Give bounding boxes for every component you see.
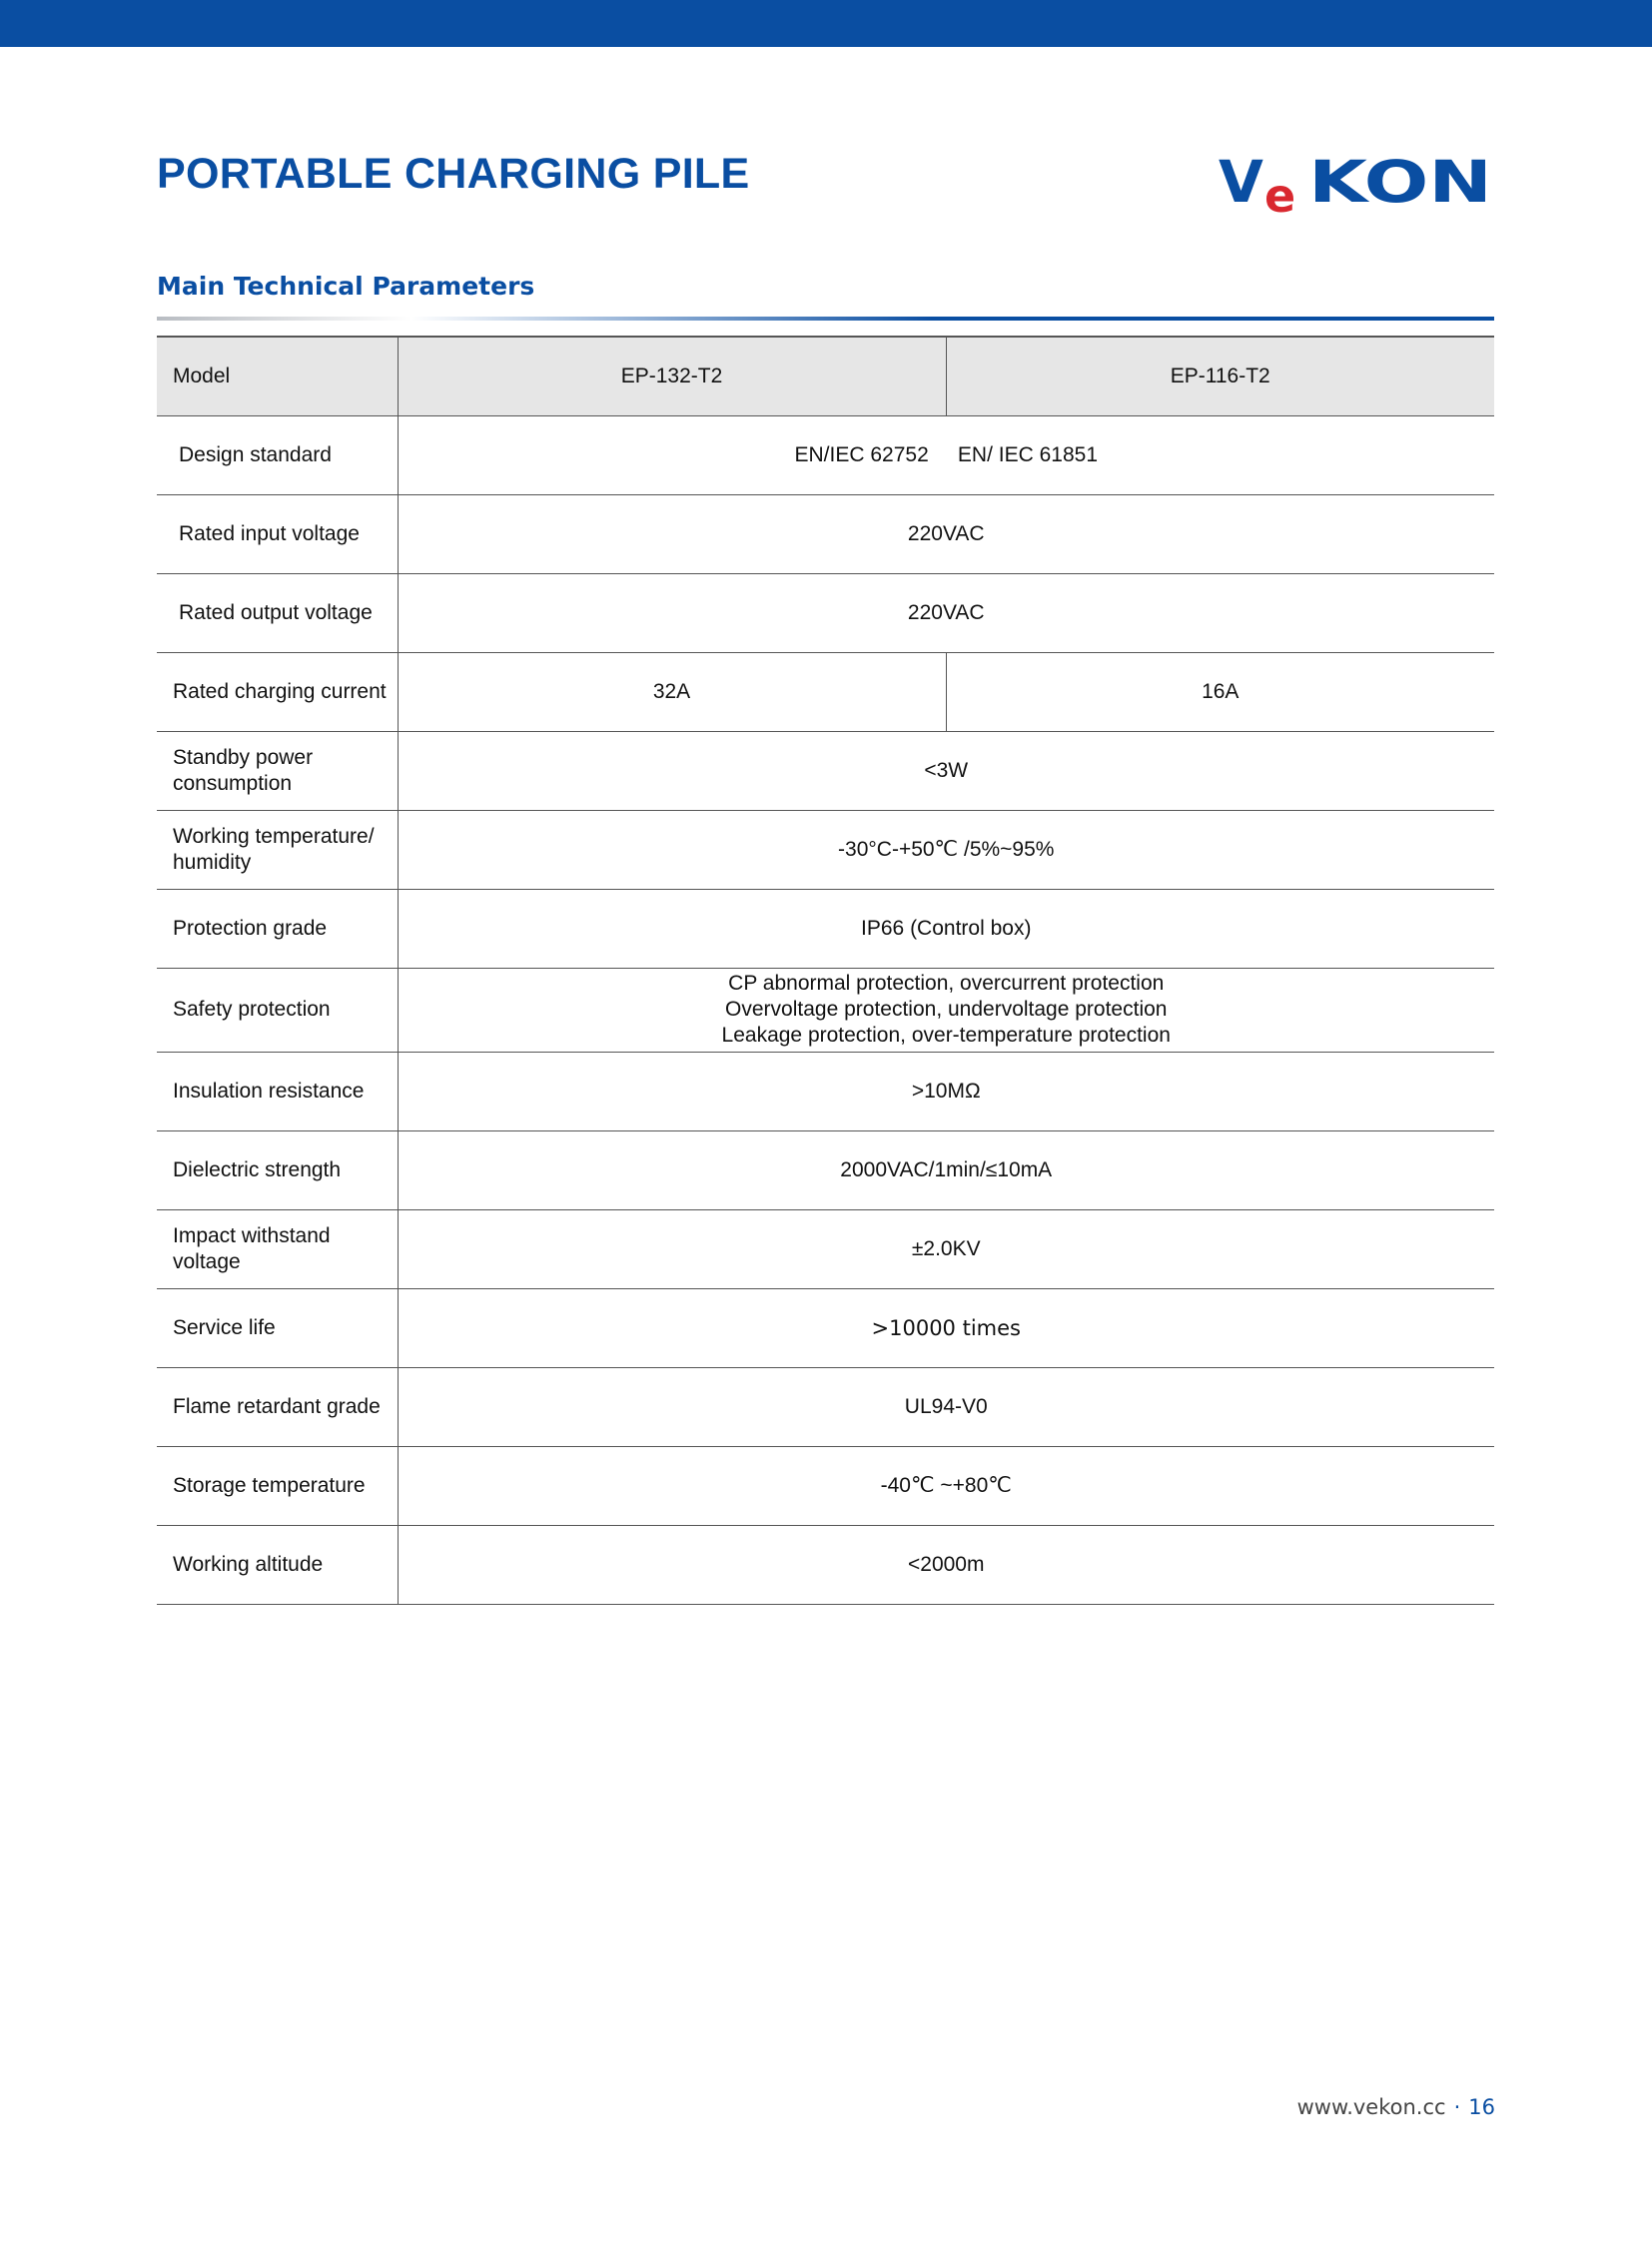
row-value-charging-current-ep-116: 16A [946,652,1494,731]
row-value-impact-withstand-voltage: ±2.0KV [398,1209,1494,1288]
table-row [157,1130,1494,1209]
row-value-rated-output-voltage: 220VAC [398,573,1494,652]
row-value-standby-power: <3W [398,731,1494,810]
table-row [157,494,1494,573]
table-row [157,1052,1494,1130]
table-row [157,1209,1494,1288]
row-label-working-temperature: Working temperature/ humidity [157,810,398,889]
row-label-insulation-resistance: Insulation resistance [157,1052,398,1130]
row-value-charging-current-ep-132: 32A [398,652,946,731]
row-value-flame-retardant-grade: UL94-V0 [398,1367,1494,1446]
row-value-working-temperature: -30°C-+50℃ /5%~95% [398,810,1494,889]
safety-protection-line-3: Leakage protection, over-temperature protection [721,1024,1171,1047]
table-row [157,573,1494,652]
row-value-dielectric-strength: 2000VAC/1min/≤10mA [398,1130,1494,1209]
row-label-design-standard: Design standard [157,415,398,494]
table-row [157,1367,1494,1446]
row-label-standby-power: Standby power consumption [157,731,398,810]
section-divider [157,317,1494,321]
table-row [157,1446,1494,1525]
header-model-ep-132-t2: EP-132-T2 [398,337,946,415]
page-title: PORTABLE CHARGING PILE [157,150,750,198]
row-label-storage-temperature: Storage temperature [157,1446,398,1525]
page-number: 16 [1468,2095,1495,2119]
table-row [157,1525,1494,1604]
row-value-working-altitude: <2000m [398,1525,1494,1604]
safety-protection-line-1: CP abnormal protection, overcurrent protection [728,972,1165,995]
page-footer [1297,2095,1495,2119]
row-label-safety-protection: Safety protection [157,968,398,1052]
row-value-service-life: >10000 times [398,1288,1494,1367]
row-value-storage-temperature: -40℃ ~+80℃ [398,1446,1494,1525]
row-label-rated-output-voltage: Rated output voltage [157,573,398,652]
table-header-row [157,337,1494,415]
logo-letter-e: e [1264,169,1296,220]
logo-letters-kon: KON [1308,150,1492,216]
safety-protection-line-2: Overvoltage protection, undervoltage protection [725,998,1168,1021]
header-model-ep-116-t2: EP-116-T2 [946,337,1494,415]
vekon-logo [1217,150,1496,220]
header-model-label: Model [157,337,398,415]
table-row [157,889,1494,968]
row-value-safety-protection [398,968,1494,1052]
row-label-dielectric-strength: Dielectric strength [157,1130,398,1209]
top-banner [0,0,1652,47]
row-value-protection-grade: IP66 (Control box) [398,889,1494,968]
table-row [157,810,1494,889]
table-row [157,415,1494,494]
logo-letter-v: V [1219,150,1263,216]
row-label-impact-withstand-voltage: Impact withstand voltage [157,1209,398,1288]
section-title: Main Technical Parameters [157,272,535,301]
table-row [157,1288,1494,1367]
footer-url: www.vekon.cc [1296,2095,1446,2119]
row-value-insulation-resistance: >10MΩ [398,1052,1494,1130]
row-value-design-standard: EN/IEC 62752 EN/ IEC 61851 [398,415,1494,494]
row-label-rated-input-voltage: Rated input voltage [157,494,398,573]
row-value-rated-input-voltage: 220VAC [398,494,1494,573]
row-label-service-life: Service life [157,1288,398,1367]
footer-separator: · [1453,2095,1461,2119]
table-row [157,968,1494,1052]
table-row [157,652,1494,731]
row-label-working-altitude: Working altitude [157,1525,398,1604]
row-label-protection-grade: Protection grade [157,889,398,968]
table-row [157,731,1494,810]
row-label-flame-retardant-grade: Flame retardant grade [157,1367,398,1446]
technical-parameters-table [157,336,1494,1605]
row-label-rated-charging-current: Rated charging current [157,652,398,731]
